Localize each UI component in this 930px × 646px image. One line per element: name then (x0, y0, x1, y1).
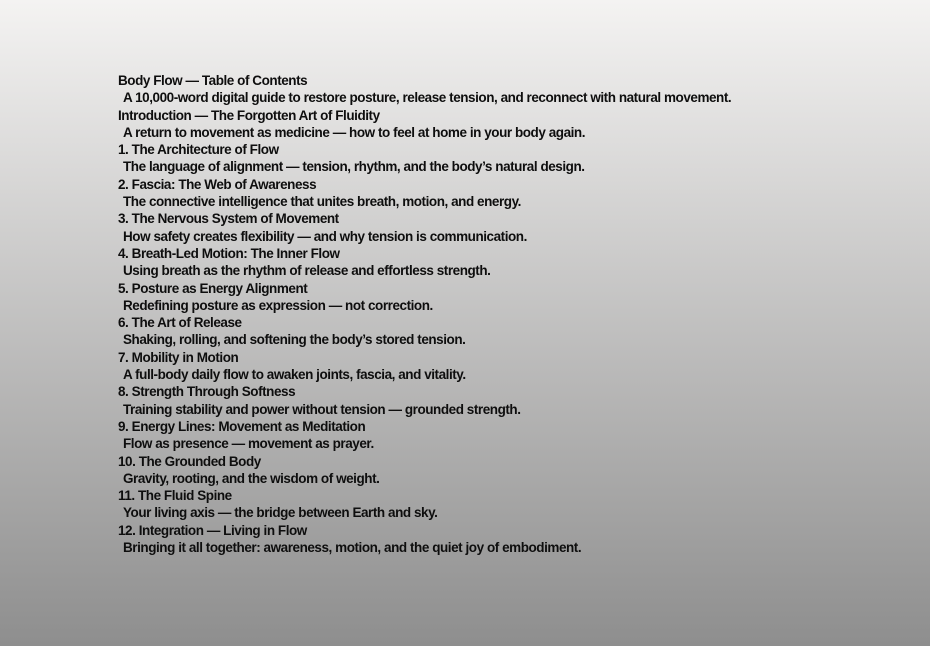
toc-list (118, 72, 910, 556)
toc-entry-heading: 10. The Grounded Body (118, 453, 261, 469)
toc-entry-heading: 11. The Fluid Spine (118, 488, 232, 504)
toc-entry-heading: 1. The Architecture of Flow (118, 142, 279, 158)
toc-entry-heading: 12. Integration — Living in Flow (118, 522, 307, 538)
toc-entry-heading: 2. Fascia: The Web of Awareness (118, 176, 317, 192)
toc-entry-description: Bringing it all together: awareness, motion, and the quiet joy of embodiment. (123, 540, 582, 556)
toc-entry-description: Gravity, rooting, and the wisdom of weight. (123, 470, 380, 486)
toc-entry-heading: 6. The Art of Release (118, 315, 242, 331)
toc-entry-description: Using breath as the rhythm of release and effortless strength. (123, 263, 491, 279)
toc-entry-description: Shaking, rolling, and softening the body’s stored tension. (123, 332, 466, 348)
toc-entry-heading: Body Flow — Table of Contents (118, 73, 308, 88)
toc-entry-description: Training stability and power without tension — grounded strength. (123, 401, 521, 417)
toc-entry-description: Your living axis — the bridge between Earth and sky. (123, 505, 438, 521)
toc-entry-description: Flow as presence — movement as prayer. (123, 436, 374, 452)
toc-entry-heading: 9. Energy Lines: Movement as Meditation (118, 418, 366, 434)
toc-entry-heading: 7. Mobility in Motion (118, 349, 239, 365)
toc-entry-heading: 8. Strength Through Softness (118, 384, 296, 400)
toc-entry-description: A full-body daily flow to awaken joints, fascia, and vitality. (123, 367, 466, 383)
toc-entry-description: A return to movement as medicine — how to feel at home in your body again. (123, 124, 586, 140)
toc-entry-heading: 4. Breath-Led Motion: The Inner Flow (118, 245, 340, 261)
toc-entry-description: Redefining posture as expression — not correction. (123, 297, 433, 313)
toc-entry-description: The connective intelligence that unites breath, motion, and energy. (123, 194, 521, 210)
toc-entry-heading: 3. The Nervous System of Movement (118, 211, 339, 227)
toc-entry-heading: 5. Posture as Energy Alignment (118, 280, 308, 296)
toc-entry-description: A 10,000-word digital guide to restore posture, release tension, and reconnect with natural movement. (123, 90, 732, 106)
toc-entry-description: How safety creates flexibility — and why tension is communication. (123, 228, 527, 244)
toc-entry-heading: Introduction — The Forgotten Art of Fluidity (118, 107, 380, 123)
toc-entry-description: The language of alignment — tension, rhythm, and the body’s natural design. (123, 159, 585, 175)
